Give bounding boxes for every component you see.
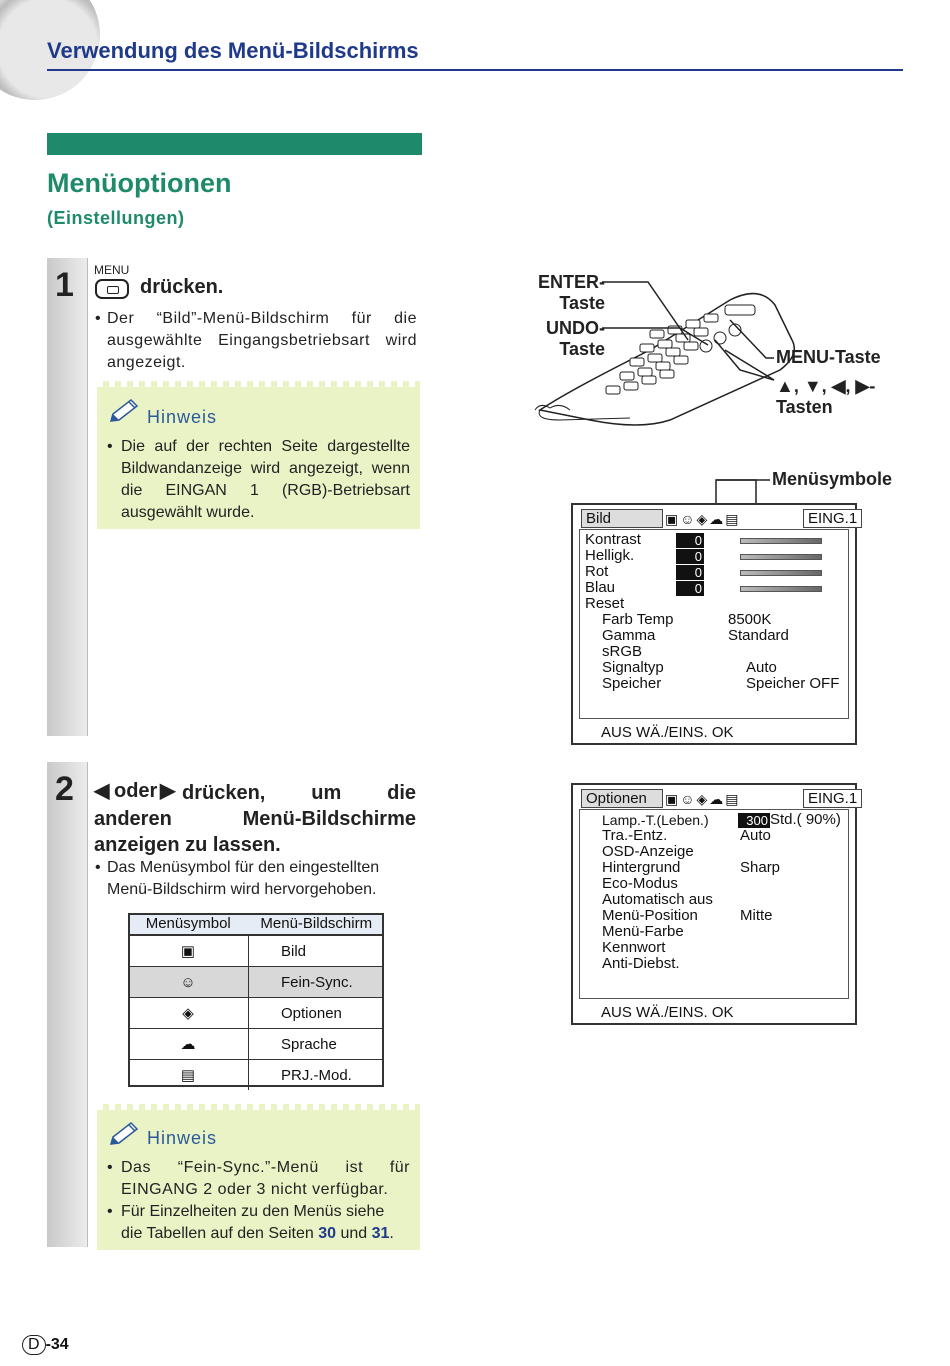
table-cell-bild: Bild <box>249 935 385 967</box>
note2-edge <box>97 1104 420 1110</box>
picture-icon: ▣ <box>128 935 249 967</box>
table-header-screen: Menü-Bildschirm <box>249 913 385 935</box>
osd-row-signaltyp: Signaltyp <box>602 659 664 676</box>
step2-right-arrow-icon: ▶ <box>160 780 176 802</box>
osd-row-automatisch-aus: Automatisch aus <box>602 891 713 908</box>
osd-extra-lamp: Std.( 90%) <box>770 811 841 828</box>
language-icon: ☁ <box>128 1029 249 1060</box>
osd-input-label: EING.1 <box>803 789 862 808</box>
osd-row-kontrast: Kontrast <box>585 531 641 548</box>
osd-tab-optionen: Optionen <box>581 789 663 808</box>
osd-footer: AUS WÄ./EINS. OK <box>601 1004 734 1021</box>
osd-row-helligkeit: Helligk. <box>585 547 635 564</box>
table-row <box>128 1029 384 1060</box>
osd-slider-rot <box>740 570 822 576</box>
osd-row-blau: Blau <box>585 579 616 596</box>
options-icon: ◈ <box>128 998 249 1029</box>
note2-bullet2-and: und <box>340 1225 368 1242</box>
step2-number: 2 <box>55 770 74 808</box>
table-header-icon: Menüsymbol <box>128 913 249 935</box>
step2-instruction-b: drücken, um die anderen Menü-Bildschirme anzeigen zu lassen. <box>94 782 416 856</box>
osd-slider-kontrast <box>740 538 822 544</box>
osd-row-speicher: Speicher <box>602 675 662 692</box>
note1-bullet-dot: • <box>107 438 113 455</box>
section-subtitle: (Einstellungen) <box>47 208 185 228</box>
menu-button-icon <box>95 279 129 299</box>
osd-bild-content <box>579 529 849 719</box>
table-cell-fein-sync: Fein-Sync. <box>249 967 385 998</box>
table-cell-sprache: Sprache <box>249 1029 385 1060</box>
note1-heading: Hinweis <box>147 407 218 427</box>
osd-row-farb-temp: Farb Temp <box>602 611 674 628</box>
table-row <box>128 1060 384 1091</box>
table-cell-optionen: Optionen <box>249 998 385 1029</box>
note2-heading: Hinweis <box>147 1128 218 1148</box>
osd-setting-tra-entz: Auto <box>740 827 771 844</box>
projector-mode-icon: ▤ <box>128 1060 249 1091</box>
page-header-title: Verwendung des Menü-Bildschirms <box>47 38 419 63</box>
osd-slider-helligkeit <box>740 554 822 560</box>
osd-value-helligkeit: 0 <box>676 549 704 564</box>
arrow-keys-label: ▲, ▼, ◀, ▶- Tasten <box>776 376 876 417</box>
note2-bullet2-text: Für Einzelheiten zu den Menüs siehe die Tabellen auf den Seiten <box>121 1203 385 1242</box>
table-row <box>128 967 384 998</box>
osd-row-hintergrund: Hintergrund <box>602 859 681 876</box>
osd-value-lamp: 300 <box>738 813 770 828</box>
osd-row-osd-anzeige: OSD-Anzeige <box>602 843 694 860</box>
page-link-30[interactable]: 30 <box>318 1225 336 1242</box>
section-color-bar <box>47 133 422 155</box>
section-title: Menüoptionen <box>47 168 232 198</box>
osd-tab-bild: Bild <box>581 509 663 528</box>
osd-optionen-content <box>579 809 849 999</box>
step1-instruction: drücken. <box>140 276 224 298</box>
osd-value-kontrast: 0 <box>676 533 704 548</box>
osd-menu-icons: ▣☺◈☁▤ <box>665 511 741 527</box>
osd-bild-screen <box>571 503 857 745</box>
page-number <box>22 1335 69 1355</box>
pencil-icon <box>109 1119 143 1145</box>
osd-setting-hintergrund: Sharp <box>740 859 781 876</box>
osd-setting-speicher: Speicher OFF <box>746 675 840 692</box>
menu-button-caption: MENU <box>94 263 130 277</box>
osd-row-rot: Rot <box>585 563 609 580</box>
osd-setting-farb-temp: 8500K <box>728 611 772 628</box>
table-cell-prj-mod: PRJ.-Mod. <box>249 1060 385 1091</box>
menu-icons-label: Menüsymbole <box>772 469 893 489</box>
pencil-icon <box>109 396 143 422</box>
note2-box <box>97 1104 420 1250</box>
table-row <box>128 935 384 967</box>
osd-input-label: EING.1 <box>803 509 862 528</box>
step1-number: 1 <box>55 266 74 304</box>
undo-key-label: UNDO- Taste <box>546 318 605 359</box>
note1-box <box>97 381 420 529</box>
note2-bullet2-dot: • <box>107 1203 113 1220</box>
osd-row-reset: Reset <box>585 595 625 612</box>
step1-bullet-dot: • <box>95 310 101 327</box>
osd-row-menu-position: Menü-Position <box>602 907 698 924</box>
osd-row-kennwort: Kennwort <box>602 939 666 956</box>
osd-row-lamp: Lamp.-T.(Leben.) <box>602 812 709 828</box>
menu-table <box>128 913 384 1090</box>
note1-bullet: Die auf der rechten Seite dargestellte Bildwandanzeige wird angezeigt, wenn die EINGAN 1 (RGB)-Betriebsart ausgewählt wurde. <box>121 438 410 521</box>
enter-key-label: ENTER- Taste <box>538 272 605 313</box>
menu-key-label: MENU-Taste <box>776 347 881 367</box>
note2-bullet1-dot: • <box>107 1159 113 1176</box>
osd-optionen-screen <box>571 783 857 1025</box>
table-row <box>128 998 384 1029</box>
osd-setting-gamma: Standard <box>728 627 789 644</box>
page-number-value: -34 <box>45 1336 69 1353</box>
osd-row-gamma: Gamma <box>602 627 656 644</box>
step2-instruction-a: oder <box>114 780 158 802</box>
osd-row-srgb: sRGB <box>602 643 643 660</box>
step2-bullet-dot: • <box>95 859 101 876</box>
osd-row-anti-diebst: Anti-Diebst. <box>602 955 680 972</box>
note2-bullet2-end: . <box>389 1225 394 1242</box>
note1-edge <box>97 381 420 387</box>
page-number-prefix: D <box>22 1335 46 1355</box>
osd-setting-signaltyp: Auto <box>746 659 777 676</box>
osd-menu-icons: ▣☺◈☁▤ <box>665 791 741 807</box>
osd-row-menu-farbe: Menü-Farbe <box>602 923 684 940</box>
step2-sidebar <box>47 762 88 1247</box>
header-rule <box>47 69 903 71</box>
osd-slider-blau <box>740 586 822 592</box>
osd-row-eco-modus: Eco-Modus <box>602 875 678 892</box>
osd-value-blau: 0 <box>676 581 704 596</box>
osd-value-rot: 0 <box>676 565 704 580</box>
fine-sync-icon: ☺ <box>128 967 249 998</box>
step1-sidebar <box>47 258 88 736</box>
step1-bullet: Der “Bild”-Menü-Bildschirm für die ausgewählte Eingangsbetriebsart wird angezeigt. <box>107 310 417 371</box>
osd-setting-menu-position: Mitte <box>740 907 773 924</box>
page-link-31[interactable]: 31 <box>371 1225 390 1242</box>
note2-bullet2 <box>121 1201 410 1245</box>
note2-bullet1: Das “Fein-Sync.”-Menü ist für EINGANG 2 oder 3 nicht verfügbar. <box>121 1159 410 1198</box>
step2-left-arrow-icon: ◀ <box>94 780 110 802</box>
step2-bullet: Das Menüsymbol für den eingestellten Menü-Bildschirm wird hervorgehoben. <box>107 859 380 898</box>
osd-row-tra-entz: Tra.-Entz. <box>602 827 668 844</box>
osd-footer: AUS WÄ./EINS. OK <box>601 724 734 741</box>
